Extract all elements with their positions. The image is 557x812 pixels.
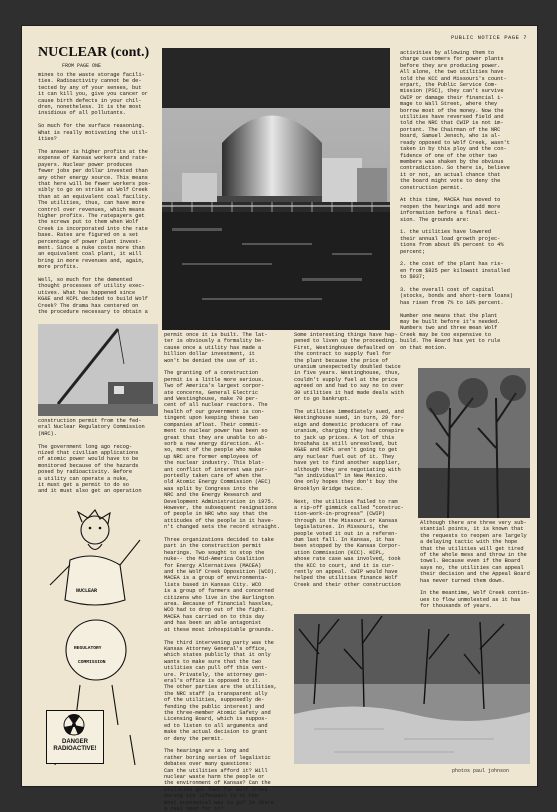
column-1-top: mines to the waste storage facili- ties. Radioactivity cannot be de- tected by any of your senses, but it can kill you, give you cancer or cause birth defects in your chil- dren, nonetheless. It is the most insidious of all pollutants. So much for the surface reasoning. What is really motivating the util- ities? The answer is higher profits at the expense of Kansas workers and rate- payers. Nuclear power produces fewer jobs per dollar invested than any other energy source. This means that here will be fewer workers pos- sibly to go on strike at Wolf Creek than at an equivalent coal facility. The utilities, thus, can have more control over revenues, which means higher profits. The ratepayers get the screws put to them when Wolf Creek is incorporated into the rate base. Rates are figured on a set percentage of power plant invest- ment. Since a nuke costs more than an equivalent coal plant, it will bring in more revenues and, again, more profits. Well, so much for the demented thought processes of utility exec- utives. What has happened since KG&E and KCPL decided to build Wolf Creek? The drama has centered on the procedure necessary to obtain a — [38, 72, 151, 316]
column-3: Some interesting things have hap- pened to liven up the proceeding. First, Westinghouse defaulted on the contract to supply fuel for the plant because the price of uranium unexpectedly doubled twice in five years. Westinghouse, thus, couldn't supply fuel at the price agreed on and had to say no to over 30 utilities it had made deals with or to go bankrupt. The utilities immediately sued, and Westinghouse sued, in turn, 29 for- eign and domestic producers of raw uranium, charging they had conspire to jack up prices. A lot of this brouhaha is still unresolved, but KG&E and KCPL aren't going to get any nuclear fuel out of it. They have yet to find another supplier, although they are negotiating with "an individual" in New Mexico. One only hopes they don't buy the Brooklyn Bridge twice. Next, the utilities failed to ram a rip-off gimmick called "construc- tion-work-in-progress" (CWIP) through in the Missouri or Kansas legislatures. In Missouri, the people voted it out in a referen- dum last fall. In Kansas, it has been stopped by the Kansas Corpor- ation Commission (KCC). KCPL, whose rate case was involved, took the KCC to court, and it is cur- rently on appeal. CWIP would have helped the utilities finance Wolf Creek and their other construction — [294, 332, 404, 588]
river-illustration — [294, 614, 530, 764]
crane-photo — [38, 324, 158, 416]
column-4-top: activities by allowing them to charge customers for power plants before they are producing power. All alone, the two utilities have told the KCC and Missouri's count- erpart, the Public Service Com- mission (PSC), they can't survive CWIP or damage their financial i- mage to Wall Street, where they borrow most of the money. Now the utilities have reversed field and told the NRC that CWIP is not im- portant. The Chairman of the NRC board, Samuel Jensch, who is al- ready opposed to Wolf Creek, wasn't taken in by this ploy and the con- fidence of one of the other two members was shaken by the obvious contradiction. So there is, believe it or not, an actual chance that the board might vote to deny the construction permit. At this time, MACEA has moved to reopen the hearings and add more information before a final deci- sion. The grounds are: 1. the utilities have lowered their annual load growth projec- tions from about 6% percent to 4% percent; 2. the cost of the plant has ris- en from $825 per kilowatt installed to $937; 3. the overall cost of capital (stocks, bonds and short-term loans) has risen from 7% to 10% percent. Number one means that the plant may be built before it's needed. Numbers two and three mean Wolf Creek may be too expensive to build. The Board has yet to rule on that motion. — [400, 50, 513, 351]
column-1-bottom: construction permit from the fed- eral Nuclear Regulatory Commission (NRC). The government long ago recog- nized that civilian applications of atomic power would have to be monitored because of the hazards posed by radioactivity. Before a utility can operate a nuke, it must get a permit to do so and it must also get an operation — [38, 418, 145, 495]
page-header: PUBLIC NOTICE PAGE 7 — [450, 34, 527, 41]
cartoon-label-2: REGULATORY — [74, 646, 102, 651]
power-plant-photo — [162, 48, 390, 330]
river-photo — [294, 614, 530, 764]
column-2: permit once it is built. The lat- ter is obviously a formality be- cause once a utility has made a billion dollar investment, it won't be denied the use of it. The granting of a construction permit is a little more serious. Two of America's largest corpor- ate concerns, General Electric and Westinghouse, make 70 per- cent of all nuclear reactors. The health of our government is con- tingent upon keeping these two companies afloat. Their commit- ment to nuclear power has been so great that they are unable to ab- sorb a new energy direction. Al- so, most of the people who make up NRC are former employees of the nuclear industry. This blat- ant conflict of interest was pur- portedly taken care of when the old Atomic Energy Commission (AEC) was split by Congress into the NRC and the Energy Research and Development Administration in 1975. However, the subsequent resignations of people in NRC who say that the attitudes of the people in it have- n't changed sets the record straight. Three organizations decided to take part in the construction permit hearings. Two sought to stop the nuke-- the Mid-America Coalition for Energy Alternatives (MACEA) and the Wolf Creek Opposition (WCO). MACEA is a group of environmenta- lists based in Kansas City. WCO is a group of farmers and concerned citizens who live in the Burlington area. Because of financial hassles, WCO had to drop out of the fight. MACEA has carried on to this day and has been an able antagonist at these most inhospitable grounds. The third intervening party was the Kansas Attorney General's office, which states publicly that it only wants to make sure that the two utilities can pull off this vent- ure. Privately, the attorney gen- eral's office is opposed to it. The other parties are the utilities, the NRC staff (a transparent ally of the utilities, supposedly de- fending the public interest) and the three-member Atomic Safety and Licensing Board, which is suppos- ed to listen to all arguments and make the actual decision to grant or deny the permit. The hearings are a long and rather boring series of legalistic debates over many questions: Can the utilities afford it? Will nuclear waste harm the people or the environment of Kansas? Can the utilities get fuel for Wolf Creek during its lifespan? Is it the most economical way to go? Is there a real need for it? — [164, 332, 280, 812]
cartoon-label-3: COMMISSION — [78, 660, 106, 665]
danger-sign-text: DANGER RADIOACTIVE! — [53, 739, 97, 752]
newspaper-page — [22, 26, 537, 812]
cartoon-label-1: NUCLEAR — [76, 588, 98, 594]
trees-illustration — [418, 368, 530, 518]
radiation-icon — [63, 714, 85, 736]
crane-illustration — [38, 324, 158, 416]
nrc-cartoon — [40, 510, 160, 772]
power-plant-illustration — [162, 48, 390, 330]
photo-credit: photos paul johnson — [452, 768, 510, 774]
trees-photo — [418, 368, 530, 518]
column-4-bottom: Although there are three very sub- stantial points, it is known that the requests to reopen are largely a delaying tactic with the hope that the utilities will get tired of the whole mess and throw in the towel. Because even if the Board says no, the utilities can appeal their decision and the Appeal Board has never turned them down. In the meantime, Wolf Creek contin- ues to flow unmolested as it has for thousands of years. — [420, 520, 530, 610]
danger-sign — [46, 710, 104, 764]
continuation-label: FROM PAGE ONE — [62, 63, 102, 69]
article-title: NUCLEAR (cont.) — [38, 45, 150, 60]
